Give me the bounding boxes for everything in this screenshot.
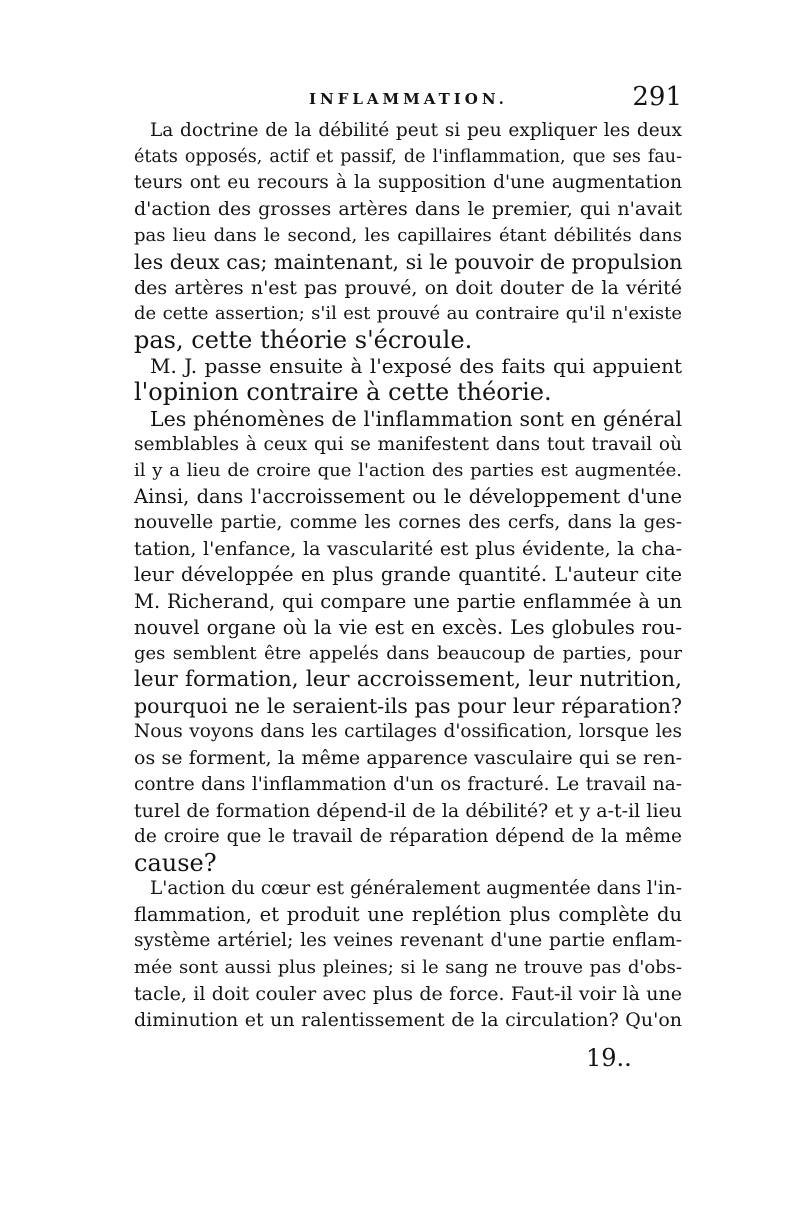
text-line: leur développée en plus grande quantité. L'auteur cite [134,563,682,587]
text-line: l'opinion contraire à cette théorie. [134,378,552,407]
text-line: os se forment, la même apparence vasculaire qui se ren- [134,747,682,770]
text-line: Les phénomènes de l'inflammation sont en général [150,406,682,431]
text-line: ges semblent être appelés dans beaucoup de parties, pour [134,642,682,664]
text-line: nouvelle partie, comme les cornes des cerfs, dans la ges- [134,512,682,534]
text-line: nouvel organe où la vie est en excès. Les globules rou- [134,615,682,639]
text-line: leur formation, leur accroissement, leur nutrition, [134,666,682,692]
text-line: diminution et un ralentissement de la circulation? Qu'on [134,1008,682,1031]
text-line: d'action des grosses artères dans le premier, qui n'avait [134,198,682,221]
text-line: des artères n'est pas prouvé, on doit douter de la vérité [134,276,682,299]
text-line: contre dans l'inflammation d'un os fracturé. Le travail na- [134,773,682,795]
text-line: tation, l'enfance, la vascularité est plus évidente, la cha- [134,538,682,561]
text-line: pas, cette théorie s'écroule. [134,326,473,355]
text-line: semblables à ceux qui se manifestent dans tout travail où [134,433,682,455]
text-line: pas lieu dans le second, les capillaires étant débilités dans [134,224,682,246]
body-text [134,118,682,1033]
text-line: système artériel; les veines revenant d'une partie enflam- [134,930,682,952]
text-line: états opposés, actif et passif, de l'inflammation, que ses fau- [134,147,682,168]
text-line: les deux cas; maintenant, si le pouvoir de propulsion [134,249,683,274]
text-line: cause? [134,848,217,877]
text-line: M. Richerand, qui compare une partie enflammée à un [134,589,682,613]
text-line: mée sont aussi plus pleines; si le sang ne trouve pas d'obs- [134,956,682,978]
text-line: de croire que le travail de réparation dépend de la même [134,825,682,847]
text-line: La doctrine de la débilité peut si peu expliquer les deux [150,120,682,141]
text-line: teurs ont eu recours à la supposition d'une augmentation [134,172,682,194]
text-line: flammation, et produit une replétion plus complète du [134,903,682,927]
page-header [134,82,682,114]
text-line: turel de formation dépend-il de la débilité? et y a-t-il lieu [134,799,682,822]
page-number: 291 [632,82,682,112]
text-line: M. J. passe ensuite à l'exposé des faits qui appuient [150,354,682,379]
text-line: il y a lieu de croire que l'action des parties est augmentée. [134,459,682,481]
text-line: Ainsi, dans l'accroissement ou le développement d'une [134,484,682,508]
text-line: L'action du cœur est généralement augmentée dans l'in- [150,878,682,900]
text-line: pourquoi ne le seraient-ils pas pour leur réparation? [134,694,682,719]
text-line: de cette assertion; s'il est prouvé au contraire qu'il n'existe [134,302,682,324]
printer-signature-mark: 19.. [586,1044,632,1072]
text-line: tacle, il doit couler avec plus de force. Faut-il voir là une [134,982,682,1005]
running-title: INFLAMMATION. [309,90,508,108]
text-line: Nous voyons dans les cartilages d'ossification, lorsque les [134,721,682,743]
